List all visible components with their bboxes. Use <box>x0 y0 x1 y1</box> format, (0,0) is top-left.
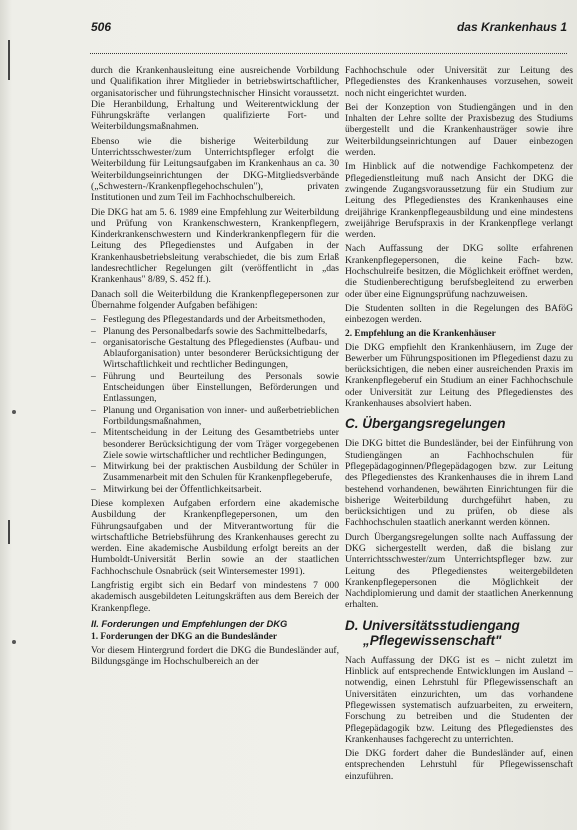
header-rule <box>90 53 567 54</box>
paragraph: Nach Auffassung der DKG ist es – nicht zuletzt im Hinblick auf entsprechende Entwicklungen im Ausland – notwendig, einen Lehrstuhl für Pflegewissenschaft an Universitäten einzurichten, um das vorhandene Pflegewissen systematisch aufzuarbeiten, zu erweitern, Forschung zu betreiben und die Studenten der Pflegepädagogik bzw. Leitung des Pflegedienstes des Krankenhauses fachgerecht zu unterrichten. <box>345 654 573 745</box>
section-heading-D-line1: D. Universitätsstudiengang <box>345 617 520 633</box>
paragraph: Die DKG empfiehlt den Krankenhäusern, im Zuge der Bewerber um Führungspositionen im Pflegedienst dazu zu berücksichtigen, die neben einer ausreichenden Praxis im Krankenpflegeberuf ein Studium an einer Fachhochschule oder Universität zur Leitung des Pflegedienstes des Krankenhauses absolviert haben. <box>345 341 573 410</box>
list-item: – Festlegung des Pflegestandards und der Arbeitsmethoden, <box>91 314 339 325</box>
running-title: das Krankenhaus 1 <box>456 20 567 34</box>
paragraph: Im Hinblick auf die notwendige Fachkompetenz der Pflegedienstleitung muß nach Ansicht der DKG die zwingende Zugangsvoraussetzung für ein Studium zur Leitung des Pflegedienstes des Krankenhauses eine dreijährige Krankenpflegeausbildung und eine mindestens zweijährige Berufspraxis in der Krankenpflege verlangt werden. <box>345 161 573 241</box>
list-item: – Mitwirkung bei der praktischen Ausbildung der Schüler in Zusammenarbeit mit den Schulen für Krankenpflegeberufe, <box>91 461 339 484</box>
scan-spot <box>12 640 16 644</box>
right-column <box>345 65 573 785</box>
paragraph: Ebenso wie die bisherige Weiterbildung zur Unterrichtsschwester/zum Unterrichtspfleger erfolgt die Weiterbildung für Leitungsaufgaben im Krankenhaus an ca. 30 Weiterbildungseinrichtungen der DKG-Mitgliedsverbände („Schwestern-/Krankenpflegehochschulen"), privaten Institutionen und zum Teil im Fachhochschulbereich. <box>91 135 339 204</box>
list-item: – Mitwirkung bei der Öffentlichkeitsarbeit. <box>91 484 339 495</box>
scan-margin-mark <box>8 520 10 544</box>
paragraph: durch die Krankenhausleitung eine ausreichende Vorbildung und Qualifikation ihrer Mitglieder in betriebswirtschaftlicher, organisatorischer und führungstechnischer Hinsicht voraussetzt. Die Heranbildung, Erhaltung und Weiterentwicklung der Führungskräfte verlangen qualifizierte Fort- und Weiterbildungsmaßnahmen. <box>91 65 339 133</box>
list-item: – organisatorische Gestaltung des Pflegedienstes (Aufbau- und Ablauforganisation) unter besonderer Berücksichtigung der Wirtschaftlichkeit und rechtlicher Bedingungen, <box>91 337 339 371</box>
paragraph: Die DKG fordert daher die Bundesländer auf, einen entsprechenden Lehrstuhl für Pflegewissenschaft einzuführen. <box>345 748 573 782</box>
section-heading-D-line2: „Pflegewissenschaft" <box>363 632 502 648</box>
paragraph: Fachhochschule oder Universität zur Leitung des Pflegedienstes des Krankenhauses vorzusehen, soweit noch nicht eingerichtet wurden. <box>345 65 573 99</box>
section-heading-C-text: C. Übergangsregelungen <box>345 416 506 432</box>
paragraph: Durch Übergangsregelungen sollte nach Auffassung der DKG sichergestellt werden, daß die bislang zur Unterrichtsschwester/zum Unterrichtspfleger bzw. zur Leitung des Pflegedienstes weitergebildeten Krankenpflegepersonen die Möglichkeit der Nachdiplomierung und damit der staatlichen Anerkennung erhalten. <box>345 531 573 611</box>
list-item: – Führung und Beurteilung des Personals sowie Entscheidungen über Einstellungen, Beförderungen und Entlassungen, <box>91 371 339 405</box>
list-item: – Planung und Organisation von inner- und außerbetrieblichen Fortbildungsmaßnahmen, <box>91 405 339 428</box>
task-list <box>91 314 339 495</box>
subsection-heading-2: 2. Empfehlung an die Krankenhäuser <box>345 328 496 339</box>
paragraph: Bei der Konzeption von Studiengängen und in den Inhalten der Lehre sollte der Praxisbezug des Studiums übergestellt und die Krankenhausträger sowie ihre Weiterbildungseinrichtungen auf Dauer einbezogen werden. <box>345 101 573 159</box>
paragraph: Die DKG hat am 5. 6. 1989 eine Empfehlung zur Weiterbildung und Prüfung von Krankenschwestern, Krankenpflegern, Kinderkrankenschwestern und Kinderkrankenpflegern für die Leitung des Pflegedienstes und Aufgaben in der Krankenhausbetriebsleitung verabschiedet, die bis zum Erlaß landesrechtlicher Regelungen gilt (veröffentlicht in „das Krankenhaus" 8/89, S. 452 ff.). <box>91 206 339 286</box>
paragraph: Die DKG bittet die Bundesländer, bei der Einführung von Studiengängen an Fachhochschulen für Pflegepädagoginnen/Pflegepädagogen bzw. zur Leitung des Pflegedienstes des Krankenhauses die in ihrem Land bestehend vorhandenen, bewährten Einrichtungen für die bisherige Weiterbildung durchgeführt haben, zu berücksichtigen und zu prüfen, ob diese als Fachhochschulen staatlich anerkannt werden können. <box>345 438 573 529</box>
list-item: – Mitentscheidung in der Leitung des Gesamtbetriebs unter besonderer Berücksichtigung der vom Träger vorgegebenen Ziele sowie wirtschaftlicher und rechtlicher Bedingungen, <box>91 427 339 461</box>
paragraph: Diese komplexen Aufgaben erfordern eine akademische Ausbildung der Krankenpflegepersonen, um den Führungsaufgaben und der Mitverantwortung für die wirtschaftliche Betriebsführung des Krankenhauses gerecht zu werden. Eine akademische Ausbildung erfolgt bereits an der Humboldt-Universität Berlin sowie an der staatlichen Fachhochschule Osnabrück (seit Wintersemester 1991). <box>91 497 339 577</box>
paragraph: Vor diesem Hintergrund fordert die DKG die Bundesländer auf, Bildungsgänge im Hochschulbereich an der <box>91 644 339 668</box>
section-heading-C <box>345 416 573 431</box>
section-heading-II: II. Forderungen und Empfehlungen der DKG <box>91 617 288 629</box>
page-header <box>0 20 577 36</box>
paragraph: Danach soll die Weiterbildung die Krankenpflegepersonen zur Übernahme folgender Aufgaben befähigen: <box>91 288 339 311</box>
paragraph: Nach Auffassung der DKG sollte erfahrenen Krankenpflegepersonen, die keine Fach- bzw. Hochschulreife besitzen, die Möglichkeit eröffnet werden, die Studienberechtigung berufsbegleitend zu erwerben oder über eine Eignungsprüfung nachzuweisen. <box>345 243 573 300</box>
list-item: – Planung des Personalbedarfs sowie des Sachmittelbedarfs, <box>91 326 339 337</box>
scan-spot <box>12 410 16 414</box>
paragraph: Langfristig ergibt sich ein Bedarf von mindestens 7 000 akademisch ausgebildeten Leitungskräften aus dem Bereich der Krankenpflege. <box>91 580 339 614</box>
scan-margin-mark <box>8 40 10 80</box>
page-number: 506 <box>91 20 112 34</box>
left-column <box>91 65 339 671</box>
subsection-heading-1: 1. Forderungen der DKG an die Bundesländer <box>91 631 278 642</box>
section-heading-D <box>345 618 573 648</box>
paragraph: Die Studenten sollten in die Regelungen des BAföG einbezogen werden. <box>345 302 573 326</box>
